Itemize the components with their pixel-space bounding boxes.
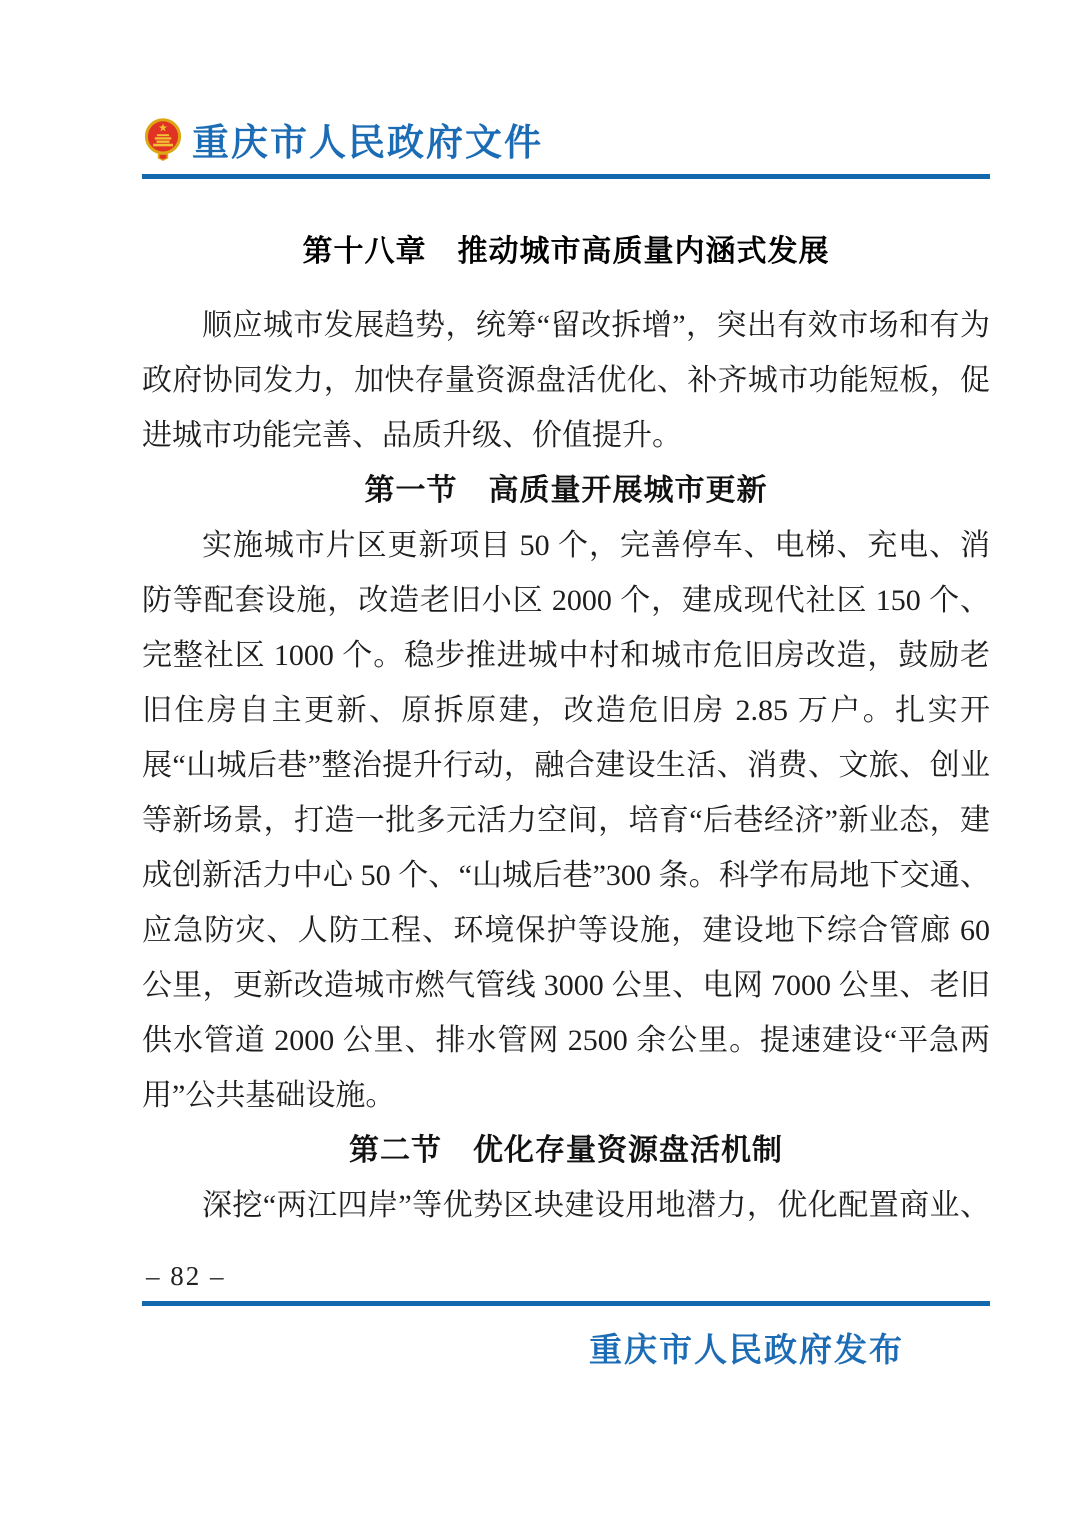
section-2-title: 第二节 优化存量资源盘活机制 [349, 1134, 783, 1167]
paragraph-1: 顺应城市发展趋势，统筹“留改拆增”，突出有效市场和有为政府协同发力，加快存量资源盘活优化、补齐城市功能短板，促进城市功能完善、品质升级、价值提升。 [142, 309, 990, 452]
header-title: 重庆市人民政府文件 [192, 123, 543, 164]
section-1-title: 第一节 高质量开展城市更新 [364, 474, 768, 507]
publisher-label: 重庆市人民政府发布 [589, 1333, 904, 1369]
paragraph-3: 深挖“两江四岸”等优势区块建设用地潜力，优化配置商业、 [202, 1189, 990, 1222]
header [144, 112, 543, 166]
header-rule [142, 174, 990, 179]
footer-rule [142, 1301, 990, 1306]
national-emblem-icon [144, 114, 182, 164]
chapter-title: 第十八章 推动城市高质量内涵式发展 [302, 235, 830, 268]
document-body [142, 230, 990, 1233]
page-number: – 82 – [146, 1261, 226, 1291]
paragraph-2: 实施城市片区更新项目 50 个，完善停车、电梯、充电、消防等配套设施，改造老旧小区 2000 个，建成现代社区 150 个、完整社区 1000 个。稳步推进城中村和城市危旧房改造，鼓励老旧住房自主更新、原拆原建，改造危旧房 2.85 万户。扎实开展“山城后巷”整治提升行动，融合建设生活、消费、文旅、创业等新场景，打造一批多元活力空间，培育“后巷经济”新业态，建成创新活力中心 50 个、“山城后巷”300 条。科学布局地下交通、应急防灾、人防工程、环境保护等设施，建设地下综合管廊 60 公里，更新改造城市燃气管线 3000 公里、电网 7000 公里、老旧供水管道 2000 公里、排水管网 2500 余公里。提速建设“平急两用”公共基础设施。 [142, 529, 990, 1112]
